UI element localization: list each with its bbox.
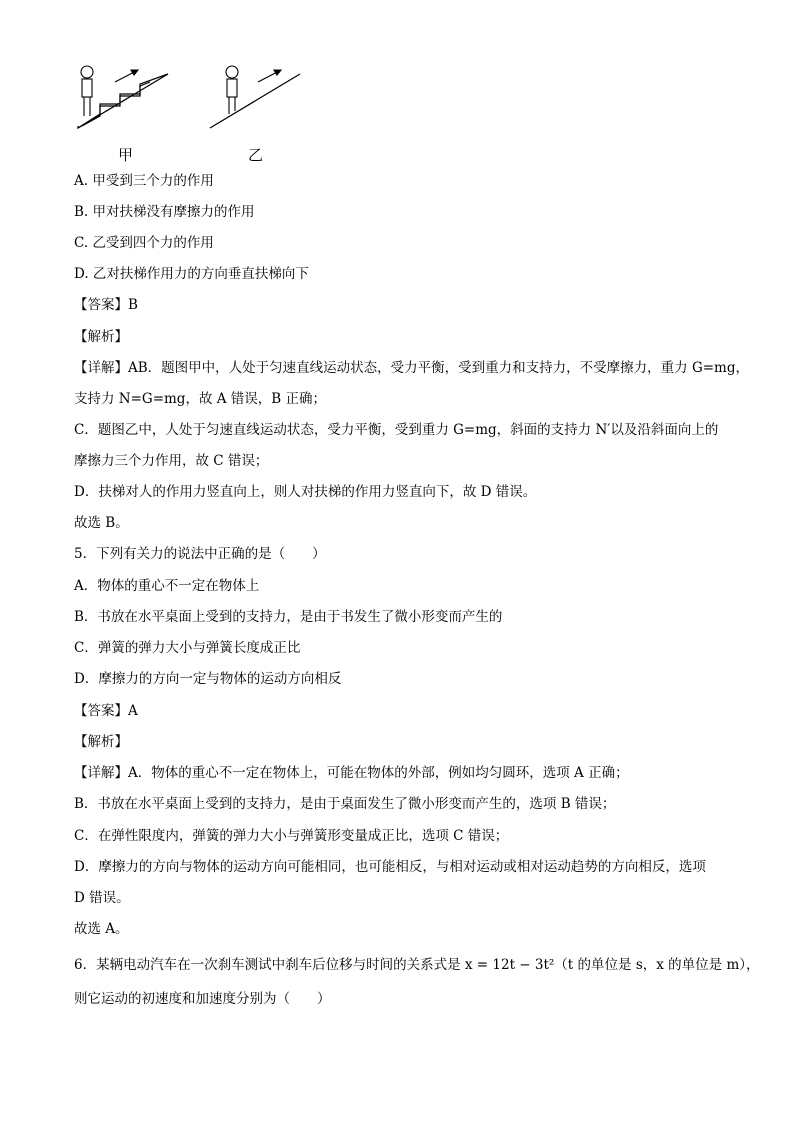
figure-label-jia: 甲 bbox=[118, 146, 134, 164]
stick-figure-yi bbox=[226, 66, 238, 114]
q4-option-d: D. 乙对扶梯作用力的方向垂直扶梯向下 bbox=[74, 266, 309, 282]
q4-detail-1: 【详解】AB．题图甲中，人处于匀速直线运动状态，受力平衡，受到重力和支持力，不受摩擦力，重力 G=mg， bbox=[74, 360, 749, 376]
stick-figure-jia bbox=[81, 66, 93, 116]
q6-stem-line-2: 则它运动的初速度和加速度分别为（ ） bbox=[74, 991, 331, 1007]
q5-detail-1: 【详解】A．物体的重心不一定在物体上，可能在物体的外部，例如均匀圆环，选项 A 正确； bbox=[74, 765, 629, 781]
arrow-yi bbox=[258, 70, 281, 82]
escalator-yi bbox=[210, 74, 300, 128]
q5-option-b: B．书放在水平桌面上受到的支持力，是由于书发生了微小形变而产生的 bbox=[74, 609, 503, 625]
q4-detail-3: C．题图乙中，人处于匀速直线运动状态，受力平衡，受到重力 G=mg，斜面的支持力 N′以及沿斜面向上的 bbox=[74, 422, 719, 438]
q5-analysis-heading: 【解析】 bbox=[74, 734, 128, 750]
figure-label-yi: 乙 bbox=[248, 146, 264, 164]
q5-detail-5: D 错误。 bbox=[74, 890, 130, 906]
q5-conclusion: 故选 A。 bbox=[74, 921, 129, 937]
q4-conclusion: 故选 B。 bbox=[74, 515, 129, 531]
q5-detail-3: C．在弹性限度内，弹簧的弹力大小与弹簧形变量成正比，选项 C 错误； bbox=[74, 828, 509, 844]
escalator-figure bbox=[70, 60, 330, 170]
q5-answer: 【答案】A bbox=[74, 703, 138, 719]
q5-detail-4: D．摩擦力的方向与物体的运动方向可能相同，也可能相反，与相对运动或相对运动趋势的方向相反，选项 bbox=[74, 859, 706, 875]
q4-option-a: A. 甲受到三个力的作用 bbox=[74, 173, 214, 189]
q4-detail-4: 摩擦力三个力作用，故 C 错误； bbox=[74, 453, 269, 469]
q5-option-a: A．物体的重心不一定在物体上 bbox=[74, 578, 260, 594]
q5-stem: 5．下列有关力的说法中正确的是（ ） bbox=[74, 546, 326, 562]
q4-detail-2: 支持力 N=G=mg，故 A 错误，B 正确； bbox=[74, 391, 326, 407]
q5-option-c: C．弹簧的弹力大小与弹簧长度成正比 bbox=[74, 640, 301, 656]
q4-option-b: B. 甲对扶梯没有摩擦力的作用 bbox=[74, 204, 255, 220]
q4-analysis-heading: 【解析】 bbox=[74, 329, 128, 345]
q4-detail-5: D．扶梯对人的作用力竖直向上，则人对扶梯的作用力竖直向下，故 D 错误。 bbox=[74, 484, 537, 500]
q4-answer: 【答案】B bbox=[74, 297, 138, 313]
q5-option-d: D．摩擦力的方向一定与物体的运动方向相反 bbox=[74, 671, 342, 687]
q6-stem-line-1: 6．某辆电动汽车在一次刹车测试中刹车后位移与时间的关系式是 x = 12t − 3t²（t 的单位是 s，x 的单位是 m）， bbox=[74, 957, 760, 973]
q5-detail-2: B．书放在水平桌面上受到的支持力，是由于桌面发生了微小形变而产生的，选项 B 错误； bbox=[74, 796, 616, 812]
arrow-jia bbox=[115, 70, 138, 82]
q4-option-c: C. 乙受到四个力的作用 bbox=[74, 235, 214, 251]
